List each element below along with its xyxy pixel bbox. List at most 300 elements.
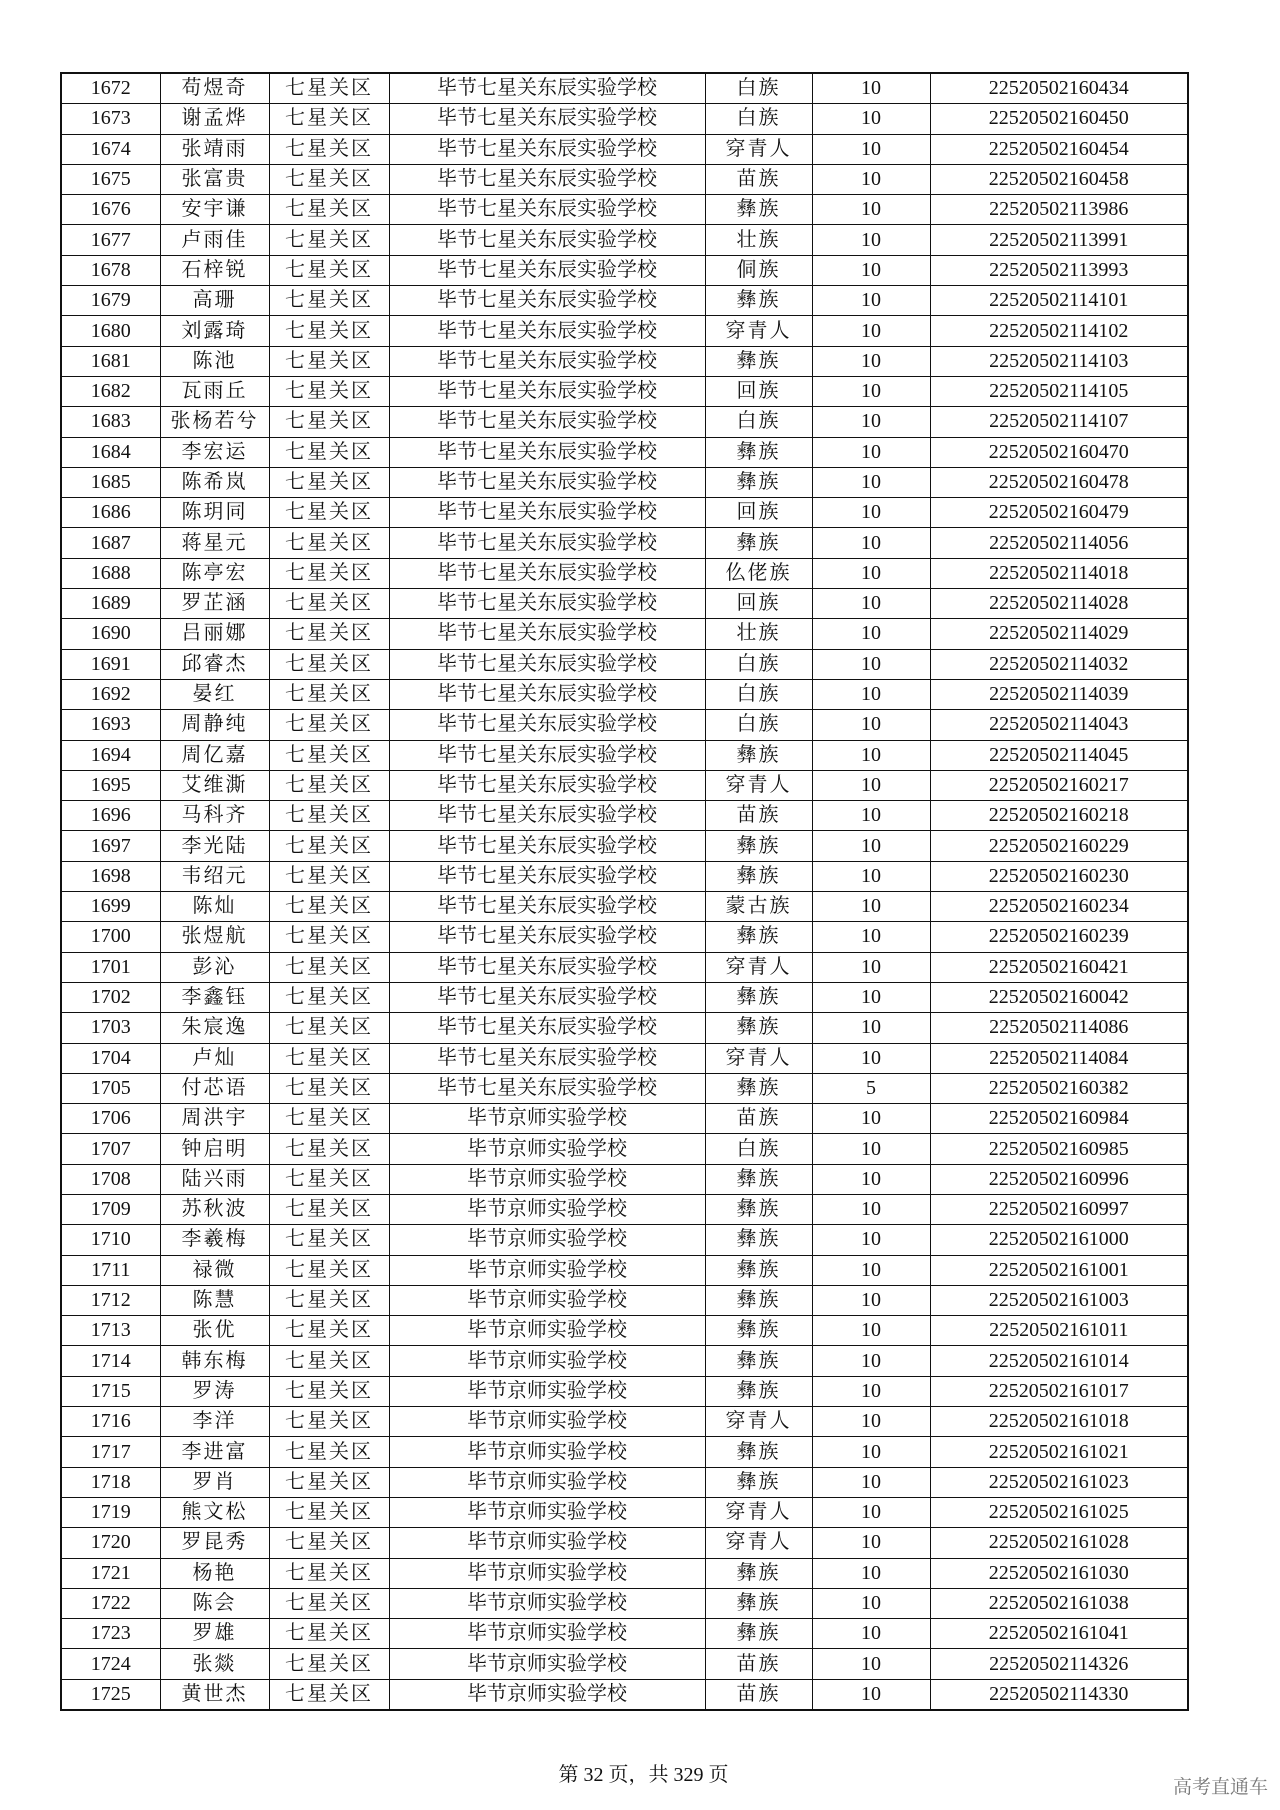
ethnicity-cell: 穿青人 [705,952,812,982]
bonus-points-cell: 10 [812,1497,930,1527]
bonus-points-cell: 10 [812,73,930,104]
exam-id-cell: 22520502114107 [930,407,1188,437]
name-cell: 罗昆秀 [160,1528,269,1558]
bonus-points-cell: 10 [812,831,930,861]
name-cell: 张富贵 [160,164,269,194]
row-number-cell: 1723 [61,1619,160,1649]
ethnicity-cell: 彝族 [705,861,812,891]
table-row [61,619,1188,649]
name-cell: 陈灿 [160,892,269,922]
school-cell: 毕节京师实验学校 [389,1134,705,1164]
district-cell: 七星关区 [269,1346,389,1376]
name-cell: 卢雨佳 [160,225,269,255]
bonus-points-cell: 10 [812,467,930,497]
bonus-points-cell: 10 [812,710,930,740]
exam-id-cell: 22520502160239 [930,922,1188,952]
school-cell: 毕节七星关东辰实验学校 [389,1013,705,1043]
district-cell: 七星关区 [269,1528,389,1558]
name-cell: 李光陆 [160,831,269,861]
table-row [61,740,1188,770]
exam-id-cell: 22520502114039 [930,679,1188,709]
school-cell: 毕节京师实验学校 [389,1679,705,1710]
district-cell: 七星关区 [269,346,389,376]
row-number-cell: 1718 [61,1467,160,1497]
bonus-points-cell: 10 [812,1376,930,1406]
district-cell: 七星关区 [269,73,389,104]
ethnicity-cell: 苗族 [705,801,812,831]
ethnicity-cell: 白族 [705,407,812,437]
school-cell: 毕节七星关东辰实验学校 [389,498,705,528]
bonus-points-cell: 10 [812,255,930,285]
name-cell: 陈会 [160,1588,269,1618]
school-cell: 毕节七星关东辰实验学校 [389,467,705,497]
ethnicity-cell: 彝族 [705,1225,812,1255]
exam-id-cell: 22520502160470 [930,437,1188,467]
table-row [61,1497,1188,1527]
row-number-cell: 1707 [61,1134,160,1164]
row-number-cell: 1693 [61,710,160,740]
page-number: 第 32 页，共 329 页 [558,1764,729,1786]
exam-id-cell: 22520502114018 [930,558,1188,588]
exam-id-cell: 22520502114032 [930,649,1188,679]
district-cell: 七星关区 [269,195,389,225]
ethnicity-cell: 苗族 [705,1649,812,1679]
name-cell: 安宇谦 [160,195,269,225]
table-row [61,589,1188,619]
school-cell: 毕节京师实验学校 [389,1346,705,1376]
bonus-points-cell: 10 [812,801,930,831]
district-cell: 七星关区 [269,164,389,194]
exam-id-cell: 22520502161000 [930,1225,1188,1255]
table-row [61,316,1188,346]
row-number-cell: 1724 [61,1649,160,1679]
school-cell: 毕节七星关东辰实验学校 [389,982,705,1012]
ethnicity-cell: 彝族 [705,1346,812,1376]
district-cell: 七星关区 [269,710,389,740]
exam-id-cell: 22520502114105 [930,376,1188,406]
bonus-points-cell: 10 [812,982,930,1012]
district-cell: 七星关区 [269,679,389,709]
district-cell: 七星关区 [269,1679,389,1710]
bonus-points-cell: 10 [812,861,930,891]
bonus-points-cell: 10 [812,376,930,406]
name-cell: 周亿嘉 [160,740,269,770]
name-cell: 苏秋波 [160,1194,269,1224]
row-number-cell: 1721 [61,1558,160,1588]
row-number-cell: 1675 [61,164,160,194]
table-row [61,1073,1188,1103]
row-number-cell: 1685 [61,467,160,497]
ethnicity-cell: 穿青人 [705,1497,812,1527]
table-row [61,1679,1188,1710]
school-cell: 毕节七星关东辰实验学校 [389,104,705,134]
row-number-cell: 1690 [61,619,160,649]
school-cell: 毕节七星关东辰实验学校 [389,255,705,285]
bonus-points-cell: 10 [812,892,930,922]
school-cell: 毕节京师实验学校 [389,1376,705,1406]
row-number-cell: 1699 [61,892,160,922]
exam-id-cell: 22520502161041 [930,1619,1188,1649]
row-number-cell: 1679 [61,286,160,316]
ethnicity-cell: 彝族 [705,467,812,497]
row-number-cell: 1722 [61,1588,160,1618]
name-cell: 高珊 [160,286,269,316]
exam-id-cell: 22520502114086 [930,1013,1188,1043]
bonus-points-cell: 10 [812,498,930,528]
exam-id-cell: 22520502160478 [930,467,1188,497]
row-number-cell: 1697 [61,831,160,861]
ethnicity-cell: 穿青人 [705,770,812,800]
table-row [61,861,1188,891]
ethnicity-cell: 壮族 [705,619,812,649]
school-cell: 毕节七星关东辰实验学校 [389,831,705,861]
exam-id-cell: 22520502161025 [930,1497,1188,1527]
row-number-cell: 1681 [61,346,160,376]
ethnicity-cell: 侗族 [705,255,812,285]
bonus-points-cell: 10 [812,679,930,709]
table-row [61,1437,1188,1467]
exam-id-cell: 22520502160984 [930,1104,1188,1134]
exam-id-cell: 22520502113993 [930,255,1188,285]
school-cell: 毕节京师实验学校 [389,1407,705,1437]
exam-id-cell: 22520502113991 [930,225,1188,255]
table-row [61,498,1188,528]
name-cell: 禄微 [160,1255,269,1285]
exam-id-cell: 22520502160421 [930,952,1188,982]
school-cell: 毕节七星关东辰实验学校 [389,195,705,225]
bonus-points-cell: 10 [812,922,930,952]
ethnicity-cell: 仫佬族 [705,558,812,588]
exam-id-cell: 22520502161001 [930,1255,1188,1285]
district-cell: 七星关区 [269,1013,389,1043]
name-cell: 罗涛 [160,1376,269,1406]
bonus-points-cell: 10 [812,164,930,194]
table-row [61,770,1188,800]
row-number-cell: 1705 [61,1073,160,1103]
table-row [61,892,1188,922]
bonus-points-cell: 10 [812,1255,930,1285]
bonus-points-cell: 10 [812,225,930,255]
name-cell: 苟煜奇 [160,73,269,104]
exam-id-cell: 22520502114101 [930,286,1188,316]
bonus-points-cell: 10 [812,589,930,619]
school-cell: 毕节七星关东辰实验学校 [389,770,705,800]
ethnicity-cell: 彝族 [705,1255,812,1285]
table-row [61,922,1188,952]
district-cell: 七星关区 [269,104,389,134]
exam-id-cell: 22520502161017 [930,1376,1188,1406]
bonus-points-cell: 10 [812,1528,930,1558]
table-row [61,1619,1188,1649]
name-cell: 张靖雨 [160,134,269,164]
district-cell: 七星关区 [269,982,389,1012]
district-cell: 七星关区 [269,1407,389,1437]
district-cell: 七星关区 [269,467,389,497]
row-number-cell: 1682 [61,376,160,406]
name-cell: 卢灿 [160,1043,269,1073]
bonus-points-cell: 10 [812,649,930,679]
bonus-points-cell: 10 [812,1467,930,1497]
table-row [61,437,1188,467]
exam-id-cell: 22520502160218 [930,801,1188,831]
bonus-points-cell: 10 [812,528,930,558]
name-cell: 韩东梅 [160,1346,269,1376]
bonus-points-cell: 10 [812,1285,930,1315]
row-number-cell: 1694 [61,740,160,770]
row-number-cell: 1712 [61,1285,160,1315]
district-cell: 七星关区 [269,892,389,922]
bonus-points-cell: 10 [812,1588,930,1618]
row-number-cell: 1696 [61,801,160,831]
school-cell: 毕节京师实验学校 [389,1255,705,1285]
exam-id-cell: 22520502161028 [930,1528,1188,1558]
district-cell: 七星关区 [269,1194,389,1224]
school-cell: 毕节京师实验学校 [389,1528,705,1558]
exam-id-cell: 22520502160997 [930,1194,1188,1224]
district-cell: 七星关区 [269,437,389,467]
table-row [61,1164,1188,1194]
bonus-points-cell: 10 [812,952,930,982]
school-cell: 毕节七星关东辰实验学校 [389,679,705,709]
row-number-cell: 1695 [61,770,160,800]
ethnicity-cell: 回族 [705,498,812,528]
district-cell: 七星关区 [269,134,389,164]
name-cell: 韦绍元 [160,861,269,891]
ethnicity-cell: 彝族 [705,1558,812,1588]
district-cell: 七星关区 [269,649,389,679]
district-cell: 七星关区 [269,1649,389,1679]
name-cell: 李进富 [160,1437,269,1467]
table-row [61,1558,1188,1588]
exam-id-cell: 22520502161011 [930,1316,1188,1346]
table-row [61,286,1188,316]
exam-id-cell: 22520502160434 [930,73,1188,104]
district-cell: 七星关区 [269,1558,389,1588]
row-number-cell: 1717 [61,1437,160,1467]
district-cell: 七星关区 [269,801,389,831]
table-row [61,1255,1188,1285]
district-cell: 七星关区 [269,831,389,861]
district-cell: 七星关区 [269,255,389,285]
bonus-points-cell: 10 [812,619,930,649]
ethnicity-cell: 彝族 [705,528,812,558]
ethnicity-cell: 彝族 [705,1013,812,1043]
bonus-points-cell: 10 [812,346,930,376]
exam-id-cell: 22520502113986 [930,195,1188,225]
name-cell: 张煜航 [160,922,269,952]
school-cell: 毕节京师实验学校 [389,1104,705,1134]
exam-id-cell: 22520502114326 [930,1649,1188,1679]
bonus-points-cell: 10 [812,1558,930,1588]
school-cell: 毕节京师实验学校 [389,1619,705,1649]
row-number-cell: 1720 [61,1528,160,1558]
ethnicity-cell: 苗族 [705,164,812,194]
table-row [61,1013,1188,1043]
name-cell: 瓦雨丘 [160,376,269,406]
ethnicity-cell: 白族 [705,104,812,134]
name-cell: 李洋 [160,1407,269,1437]
table-row [61,1649,1188,1679]
row-number-cell: 1688 [61,558,160,588]
district-cell: 七星关区 [269,1467,389,1497]
school-cell: 毕节七星关东辰实验学校 [389,164,705,194]
district-cell: 七星关区 [269,770,389,800]
exam-id-cell: 22520502114028 [930,589,1188,619]
school-cell: 毕节七星关东辰实验学校 [389,316,705,346]
district-cell: 七星关区 [269,558,389,588]
name-cell: 彭沁 [160,952,269,982]
bonus-points-cell: 10 [812,1619,930,1649]
table-row [61,710,1188,740]
name-cell: 刘露琦 [160,316,269,346]
exam-id-cell: 22520502160458 [930,164,1188,194]
school-cell: 毕节京师实验学校 [389,1194,705,1224]
ethnicity-cell: 彝族 [705,346,812,376]
district-cell: 七星关区 [269,740,389,770]
exam-id-cell: 22520502161003 [930,1285,1188,1315]
exam-id-cell: 22520502114330 [930,1679,1188,1710]
school-cell: 毕节七星关东辰实验学校 [389,619,705,649]
exam-id-cell: 22520502114045 [930,740,1188,770]
school-cell: 毕节京师实验学校 [389,1588,705,1618]
table-row [61,952,1188,982]
row-number-cell: 1709 [61,1194,160,1224]
district-cell: 七星关区 [269,589,389,619]
school-cell: 毕节七星关东辰实验学校 [389,437,705,467]
ethnicity-cell: 穿青人 [705,1407,812,1437]
bonus-points-cell: 10 [812,770,930,800]
name-cell: 朱宸逸 [160,1013,269,1043]
name-cell: 石梓锐 [160,255,269,285]
school-cell: 毕节京师实验学校 [389,1467,705,1497]
name-cell: 付芯语 [160,1073,269,1103]
school-cell: 毕节七星关东辰实验学校 [389,407,705,437]
table-row [61,104,1188,134]
table-row [61,1134,1188,1164]
table-row [61,831,1188,861]
table-row [61,164,1188,194]
row-number-cell: 1684 [61,437,160,467]
district-cell: 七星关区 [269,1316,389,1346]
bonus-points-cell: 10 [812,1679,930,1710]
school-cell: 毕节七星关东辰实验学校 [389,134,705,164]
table-row [61,982,1188,1012]
row-number-cell: 1719 [61,1497,160,1527]
bonus-points-cell: 10 [812,558,930,588]
school-cell: 毕节京师实验学校 [389,1558,705,1588]
row-number-cell: 1701 [61,952,160,982]
row-number-cell: 1683 [61,407,160,437]
district-cell: 七星关区 [269,952,389,982]
table-row [61,1285,1188,1315]
ethnicity-cell: 彝族 [705,437,812,467]
school-cell: 毕节七星关东辰实验学校 [389,558,705,588]
district-cell: 七星关区 [269,286,389,316]
exam-id-cell: 22520502160042 [930,982,1188,1012]
bonus-points-cell: 10 [812,316,930,346]
table-row [61,1407,1188,1437]
school-cell: 毕节七星关东辰实验学校 [389,892,705,922]
row-number-cell: 1674 [61,134,160,164]
table-row [61,1376,1188,1406]
name-cell: 邱睿杰 [160,649,269,679]
row-number-cell: 1698 [61,861,160,891]
ethnicity-cell: 白族 [705,710,812,740]
name-cell: 周静纯 [160,710,269,740]
name-cell: 杨艳 [160,1558,269,1588]
name-cell: 陈玥同 [160,498,269,528]
table-row [61,558,1188,588]
name-cell: 谢孟烨 [160,104,269,134]
bonus-points-cell: 10 [812,1134,930,1164]
ethnicity-cell: 彝族 [705,1588,812,1618]
table-row [61,1043,1188,1073]
table-row [61,801,1188,831]
ethnicity-cell: 彝族 [705,982,812,1012]
school-cell: 毕节七星关东辰实验学校 [389,73,705,104]
exam-id-cell: 22520502160996 [930,1164,1188,1194]
bonus-points-cell: 10 [812,437,930,467]
student-list-table [60,72,1189,1711]
exam-id-cell: 22520502160230 [930,861,1188,891]
exam-id-cell: 22520502160382 [930,1073,1188,1103]
name-cell: 吕丽娜 [160,619,269,649]
table-row [61,225,1188,255]
row-number-cell: 1710 [61,1225,160,1255]
school-cell: 毕节京师实验学校 [389,1164,705,1194]
name-cell: 黄世杰 [160,1679,269,1710]
ethnicity-cell: 苗族 [705,1104,812,1134]
row-number-cell: 1678 [61,255,160,285]
row-number-cell: 1700 [61,922,160,952]
exam-id-cell: 22520502161014 [930,1346,1188,1376]
name-cell: 张杨若兮 [160,407,269,437]
table-row [61,195,1188,225]
row-number-cell: 1680 [61,316,160,346]
ethnicity-cell: 白族 [705,679,812,709]
name-cell: 陈希岚 [160,467,269,497]
bonus-points-cell: 10 [812,195,930,225]
district-cell: 七星关区 [269,1619,389,1649]
bonus-points-cell: 10 [812,104,930,134]
ethnicity-cell: 彝族 [705,740,812,770]
exam-id-cell: 22520502160479 [930,498,1188,528]
ethnicity-cell: 彝族 [705,1316,812,1346]
school-cell: 毕节七星关东辰实验学校 [389,528,705,558]
exam-id-cell: 22520502114103 [930,346,1188,376]
ethnicity-cell: 穿青人 [705,1528,812,1558]
row-number-cell: 1672 [61,73,160,104]
bonus-points-cell: 10 [812,407,930,437]
table-row [61,1528,1188,1558]
exam-id-cell: 22520502160985 [930,1134,1188,1164]
name-cell: 周洪宇 [160,1104,269,1134]
row-number-cell: 1689 [61,589,160,619]
name-cell: 晏红 [160,679,269,709]
bonus-points-cell: 10 [812,1225,930,1255]
bonus-points-cell: 5 [812,1073,930,1103]
table-row [61,134,1188,164]
school-cell: 毕节京师实验学校 [389,1316,705,1346]
school-cell: 毕节七星关东辰实验学校 [389,286,705,316]
school-cell: 毕节七星关东辰实验学校 [389,801,705,831]
district-cell: 七星关区 [269,1104,389,1134]
watermark: 高考直通车 [1172,1776,1268,1798]
school-cell: 毕节七星关东辰实验学校 [389,589,705,619]
district-cell: 七星关区 [269,1043,389,1073]
table-row [61,1194,1188,1224]
exam-id-cell: 22520502161038 [930,1588,1188,1618]
